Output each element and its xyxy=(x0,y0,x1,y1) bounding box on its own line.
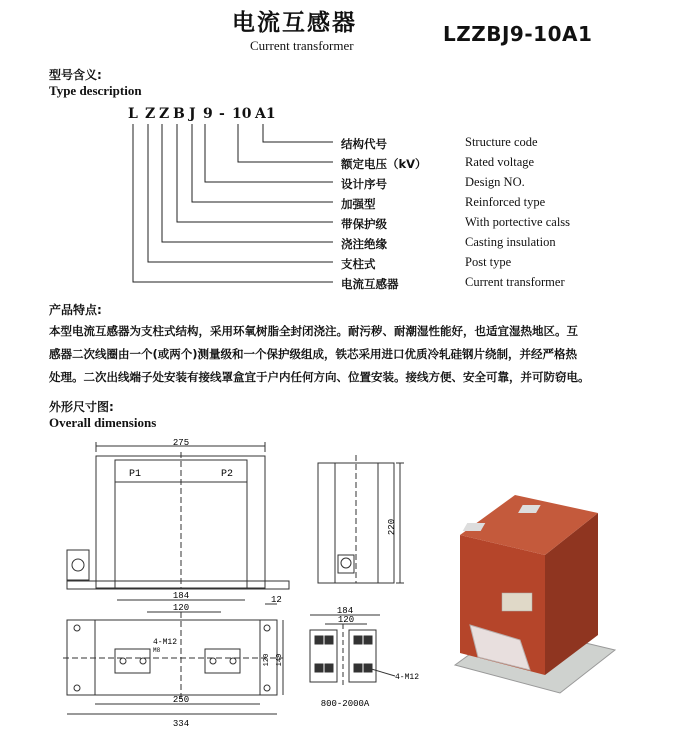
type-heading-cn: 型号含义: xyxy=(49,68,102,82)
title-en: Current transformer xyxy=(250,38,354,53)
type-label-en: Reinforced type xyxy=(465,195,546,209)
terminal-dim-184: 184 xyxy=(336,606,354,616)
dim-149: 149 xyxy=(276,653,284,667)
model-char: A1 xyxy=(255,106,276,122)
dim-120: 120 xyxy=(172,603,190,613)
type-label-en: With portective calss xyxy=(465,215,571,229)
p2-label: P2 xyxy=(221,469,234,480)
model-char: L xyxy=(128,106,138,122)
type-label-en: Casting insulation xyxy=(465,235,556,249)
type-label-en: Structure code xyxy=(465,135,538,149)
base-plan-drawing xyxy=(55,592,300,732)
model-char: J xyxy=(189,106,196,122)
dim-120-vertical: 120 xyxy=(263,653,271,667)
dim-12: 12 xyxy=(271,595,282,605)
title-cn: 电流互感器 xyxy=(232,10,357,36)
terminal-dim-120: 120 xyxy=(337,615,355,625)
type-label-en: Post type xyxy=(465,255,512,269)
model-char: 9 xyxy=(203,106,213,122)
type-label-cn: 额定电压（kV） xyxy=(341,157,427,171)
features-paragraph xyxy=(49,320,669,389)
features-line: 本型电流互感器为支柱式结构，采用环氧树脂全封闭浇注。耐污秽、耐潮湿性能好，也适宜湿热地区。互 xyxy=(49,324,578,338)
terminal-drawing xyxy=(305,606,425,731)
model-char: 10 xyxy=(232,106,252,122)
features-line: 感器二次线圈由一个(或两个)测量级和一个保护级组成，铁芯采用进口优质冷轧硅钢片绕制，并经严格热 xyxy=(49,347,578,361)
front-view-drawing xyxy=(55,438,300,598)
dim-334: 334 xyxy=(172,719,190,729)
side-view-drawing xyxy=(300,455,420,595)
dim-275: 275 xyxy=(172,438,190,448)
model-number: LZZBJ9-10A1 xyxy=(443,22,593,46)
features-heading: 产品特点: xyxy=(49,303,102,317)
dimensions-heading-en: Overall dimensions xyxy=(49,415,157,430)
terminal-bolt-label: 4-M12 xyxy=(395,673,420,682)
type-label-cn: 电流互感器 xyxy=(341,277,399,291)
model-char: B xyxy=(173,106,185,122)
features-line: 处理。二次出线端子处安装有接线罩盒宜于户内任何方向、位置安装。接线方便、安全可靠，并可防窃电。 xyxy=(49,370,590,384)
dim-220: 220 xyxy=(387,518,397,536)
model-char: Z xyxy=(145,106,156,122)
rating-label: 800-2000A xyxy=(320,699,370,709)
type-label-cn: 加强型 xyxy=(341,197,376,211)
type-label-cn: 支柱式 xyxy=(341,257,376,271)
model-char: - xyxy=(219,106,225,122)
type-heading-en: Type description xyxy=(49,83,142,98)
type-label-en: Current transformer xyxy=(465,275,565,289)
dim-250: 250 xyxy=(172,695,190,705)
dimensions-heading-cn: 外形尺寸图: xyxy=(49,400,114,414)
type-label-cn: 设计序号 xyxy=(341,177,387,191)
type-label-cn: 结构代号 xyxy=(341,137,387,151)
model-char: Z xyxy=(159,106,170,122)
type-label-cn: 浇注绝缘 xyxy=(341,237,387,251)
type-label-cn: 带保护级 xyxy=(341,217,387,231)
type-label-en: Rated voltage xyxy=(465,155,535,169)
product-photo xyxy=(440,475,620,700)
plate-label: M8 xyxy=(153,647,161,654)
type-label-en: Design NO. xyxy=(465,175,525,189)
bolt-label: 4-M12 xyxy=(153,638,178,647)
p1-label: P1 xyxy=(129,469,142,480)
dim-184: 184 xyxy=(172,592,190,601)
